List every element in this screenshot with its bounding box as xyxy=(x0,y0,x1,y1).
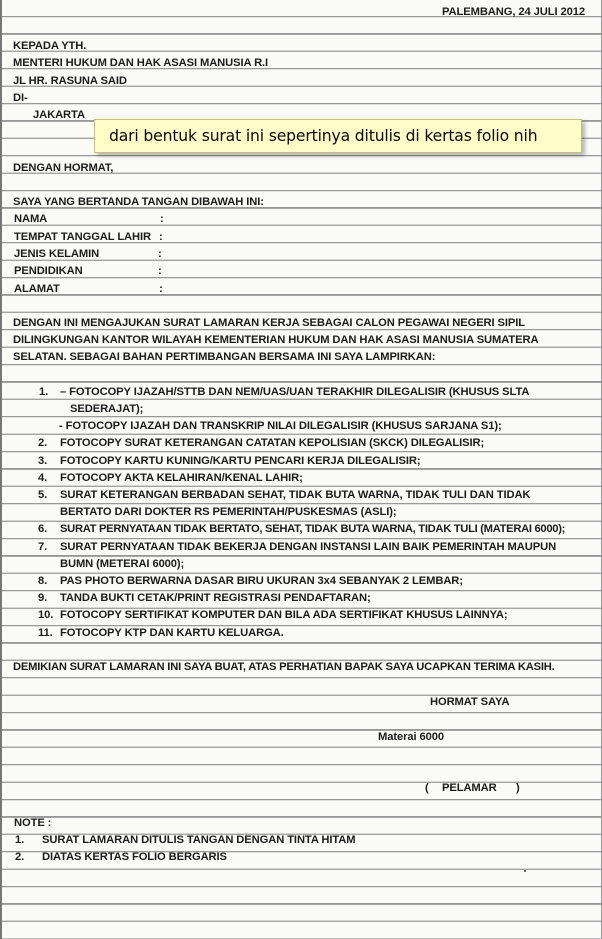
item-number: 9. xyxy=(38,592,48,604)
attachment-item-2: FOTOCOPY SURAT KETERANGAN CATATAN KEPOLISIAN (SKCK) DILEGALISIR; xyxy=(60,437,485,449)
item-number: 10. xyxy=(38,609,54,621)
greeting: DENGAN HORMAT, xyxy=(13,162,114,174)
attachment-item-1b: - FOTOCOPY IJAZAH DAN TRANSKRIP NILAI DILEGALISIR (KHUSUS SARJANA S1); xyxy=(59,420,502,432)
field-colon: : xyxy=(158,265,162,277)
field-label-pendidikan: PENDIDIKAN xyxy=(14,265,83,277)
recipient-minister: MENTERI HUKUM DAN HAK ASASI MANUSIA R.I xyxy=(13,57,269,69)
field-colon: : xyxy=(160,213,164,225)
field-colon: : xyxy=(159,231,163,243)
field-label-alamat: ALAMAT xyxy=(14,283,60,295)
item-number: 7. xyxy=(38,541,48,553)
attachment-item-5-cont: BERTATO DARI DOKTER RS PEMERINTAH/PUSKESMAS (ASLI); xyxy=(60,506,397,518)
item-number: 2. xyxy=(38,437,48,449)
signature-name: PELAMAR xyxy=(442,782,497,794)
attachment-item-1a-cont: SEDERAJAT); xyxy=(70,403,144,415)
recipient-to: KEPADA YTH. xyxy=(13,40,87,52)
recipient-city: JAKARTA xyxy=(33,109,85,121)
field-label-jenis-kelamin: JENIS KELAMIN xyxy=(14,248,100,260)
item-number: 8. xyxy=(38,575,48,587)
field-colon: : xyxy=(158,248,162,260)
closing-line: DEMIKIAN SURAT LAMARAN INI SAYA BUAT, ATAS PERHATIAN BAPAK SAYA UCAPKAN TERIMA KASIH. xyxy=(13,661,555,673)
signature-regards: HORMAT SAYA xyxy=(430,696,510,708)
open-paren: ( xyxy=(425,782,429,794)
attachment-item-4: FOTOCOPY AKTA KELAHIRAN/KENAL LAHIR; xyxy=(60,472,303,484)
attachment-item-7-cont: BUMN (METERAI 6000); xyxy=(60,558,185,570)
attachment-item-3: FOTOCOPY KARTU KUNING/KARTU PENCARI KERJA DILEGALISIR; xyxy=(60,455,421,467)
recipient-street: JL HR. RASUNA SAID xyxy=(13,75,127,87)
attachment-item-5: SURAT KETERANGAN BERBADAN SEHAT, TIDAK BUTA WARNA, TIDAK TULI DAN TIDAK xyxy=(60,489,531,501)
note-number: 1. xyxy=(15,834,25,846)
recipient-di: DI- xyxy=(13,92,28,104)
field-colon: : xyxy=(159,283,163,295)
note-2: DIATAS KERTAS FOLIO BERGARIS xyxy=(42,851,227,863)
attachment-item-6: SURAT PERNYATAAN TIDAK BERTATO, SEHAT, TIDAK BUTA WARNA, TIDAK TULI (MATERAI 6000); xyxy=(60,523,566,535)
item-number: 11. xyxy=(38,627,53,639)
ink-speck xyxy=(524,870,526,872)
intro-line: SAYA YANG BERTANDA TANGAN DIBAWAH INI: xyxy=(13,196,264,208)
attachment-item-9: TANDA BUKTI CETAK/PRINT REGISTRASI PENDAFTARAN; xyxy=(60,592,371,604)
note-1: SURAT LAMARAN DITULIS TANGAN DENGAN TINTA HITAM xyxy=(42,834,356,846)
attachment-item-10: FOTOCOPY SERTIFIKAT KOMPUTER DAN BILA ADA SERTIFIKAT KHUSUS LAINNYA; xyxy=(60,609,508,621)
attachment-item-7: SURAT PERNYATAAN TIDAK BEKERJA DENGAN INSTANSI LAIN BAIK PEMERINTAH MAUPUN xyxy=(60,541,557,553)
field-label-ttl: TEMPAT TANGGAL LAHIR xyxy=(14,231,151,243)
note-number: 2. xyxy=(15,851,25,863)
attachment-item-11: FOTOCOPY KTP DAN KARTU KELUARGA. xyxy=(60,627,284,639)
annotation-note: dari bentuk surat ini sepertinya ditulis di kertas folio nih xyxy=(94,119,582,153)
close-paren: ) xyxy=(516,782,520,794)
item-number: 1. xyxy=(39,386,49,398)
place-date: PALEMBANG, 24 JULI 2012 xyxy=(442,6,585,18)
application-line-2: DILINGKUNGAN KANTOR WILAYAH KEMENTERIAN HUKUM DAN HAK ASASI MANUSIA SUMATERA xyxy=(13,334,539,346)
item-number: 5. xyxy=(38,489,48,501)
application-line-3: SELATAN. SEBAGAI BAHAN PERTIMBANGAN BERSAMA INI SAYA LAMPIRKAN: xyxy=(13,351,436,363)
item-number: 6. xyxy=(38,523,48,535)
field-label-nama: NAMA xyxy=(14,213,48,225)
notes-title: NOTE : xyxy=(14,817,52,829)
signature-stamp: Materai 6000 xyxy=(378,731,444,743)
item-number: 3. xyxy=(38,455,48,467)
attachment-item-8: PAS PHOTO BERWARNA DASAR BIRU UKURAN 3x4 SEBANYAK 2 LEMBAR; xyxy=(60,575,463,587)
item-number: 4. xyxy=(38,472,48,484)
application-line-1: DENGAN INI MENGAJUKAN SURAT LAMARAN KERJA SEBAGAI CALON PEGAWAI NEGERI SIPIL xyxy=(13,317,526,329)
attachment-item-1a: – FOTOCOPY IJAZAH/STTB DAN NEM/UAS/UAN TERAKHIR DILEGALISIR (KHUSUS SLTA xyxy=(60,386,530,398)
